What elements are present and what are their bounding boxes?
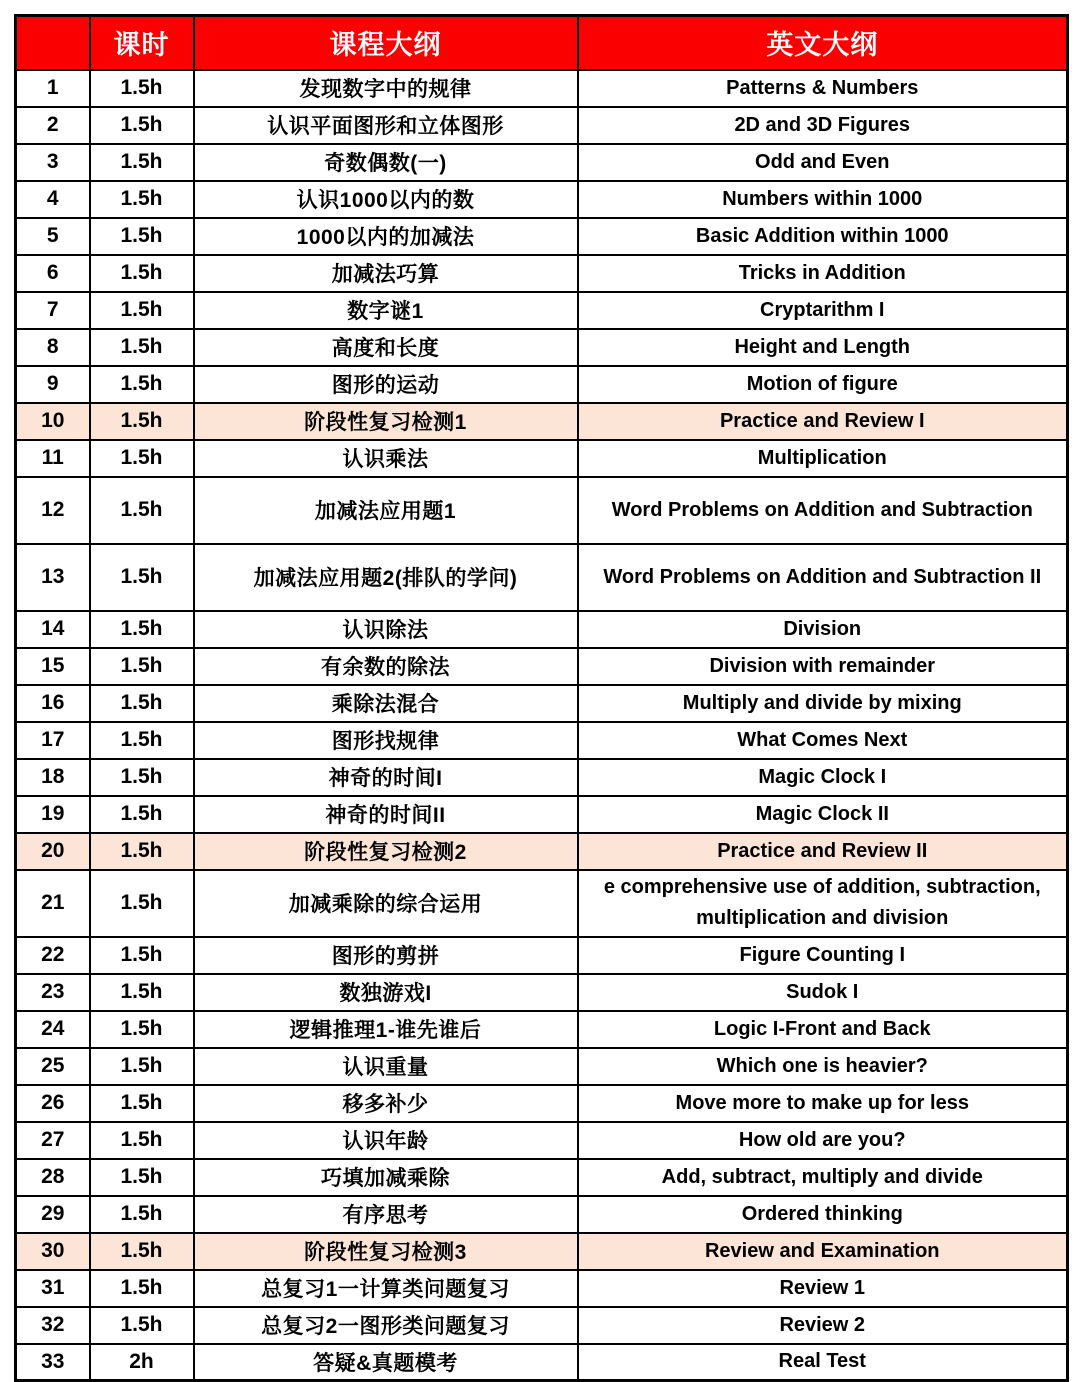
lesson-number-cell: 13 [16,544,90,611]
lesson-hours-cell: 1.5h [90,70,194,107]
lesson-en-title-cell: Cryptarithm I [578,292,1068,329]
lesson-hours-cell: 1.5h [90,759,194,796]
table-row [16,144,1068,181]
table-row [16,544,1068,611]
lesson-cn-title-cell: 加减乘除的综合运用 [194,870,578,937]
lesson-number-cell: 16 [16,685,90,722]
lesson-en-title-cell: Figure Counting I [578,937,1068,974]
lesson-hours-cell: 1.5h [90,403,194,440]
lesson-hours-cell: 1.5h [90,107,194,144]
lesson-number-cell: 24 [16,1011,90,1048]
lesson-hours-cell: 1.5h [90,144,194,181]
lesson-number-cell: 17 [16,722,90,759]
table-row [16,1307,1068,1344]
table-row [16,107,1068,144]
lesson-number-cell: 23 [16,974,90,1011]
lesson-cn-title-cell: 神奇的时间II [194,796,578,833]
table-row [16,1122,1068,1159]
table-row [16,759,1068,796]
lesson-hours-cell: 1.5h [90,1085,194,1122]
lesson-en-title-cell: Numbers within 1000 [578,181,1068,218]
lesson-cn-title-cell: 图形的剪拼 [194,937,578,974]
lesson-hours-cell: 1.5h [90,477,194,544]
lesson-number-cell: 32 [16,1307,90,1344]
lesson-cn-title-cell: 逻辑推理1-谁先谁后 [194,1011,578,1048]
lesson-en-title-cell: Practice and Review II [578,833,1068,870]
header-cell-cn-outline: 课程大纲 [194,16,578,70]
lesson-en-title-cell: Tricks in Addition [578,255,1068,292]
lesson-cn-title-cell: 答疑&真题模考 [194,1344,578,1381]
lesson-number-cell: 6 [16,255,90,292]
table-row [16,722,1068,759]
lesson-hours-cell: 1.5h [90,1233,194,1270]
lesson-cn-title-cell: 乘除法混合 [194,685,578,722]
lesson-number-cell: 30 [16,1233,90,1270]
lesson-cn-title-cell: 阶段性复习检测2 [194,833,578,870]
lesson-hours-cell: 1.5h [90,181,194,218]
lesson-cn-title-cell: 巧填加减乘除 [194,1159,578,1196]
lesson-cn-title-cell: 认识平面图形和立体图形 [194,107,578,144]
lesson-en-title-cell: What Comes Next [578,722,1068,759]
lesson-en-title-cell: Word Problems on Addition and Subtraction [578,477,1068,544]
lesson-hours-cell: 1.5h [90,1122,194,1159]
lesson-number-cell: 26 [16,1085,90,1122]
lesson-number-cell: 3 [16,144,90,181]
lesson-hours-cell: 1.5h [90,255,194,292]
table-row [16,648,1068,685]
table-row [16,292,1068,329]
lesson-cn-title-cell: 认识乘法 [194,440,578,477]
lesson-number-cell: 27 [16,1122,90,1159]
table-row [16,870,1068,937]
lesson-en-title-cell: How old are you? [578,1122,1068,1159]
lesson-number-cell: 2 [16,107,90,144]
lesson-cn-title-cell: 1000以内的加减法 [194,218,578,255]
header-cell-en-outline: 英文大纲 [578,16,1068,70]
lesson-en-title-cell: Word Problems on Addition and Subtraction II [578,544,1068,611]
lesson-number-cell: 21 [16,870,90,937]
lesson-hours-cell: 1.5h [90,1048,194,1085]
lesson-cn-title-cell: 认识重量 [194,1048,578,1085]
lesson-en-title-cell: Sudok I [578,974,1068,1011]
lesson-hours-cell: 1.5h [90,218,194,255]
table-row [16,366,1068,403]
table-row [16,1233,1068,1270]
lesson-hours-cell: 1.5h [90,796,194,833]
lesson-en-title-cell: Magic Clock I [578,759,1068,796]
lesson-number-cell: 14 [16,611,90,648]
lesson-number-cell: 9 [16,366,90,403]
lesson-en-title-cell: Review 1 [578,1270,1068,1307]
table-row [16,1270,1068,1307]
lesson-en-title-cell: Review and Examination [578,1233,1068,1270]
table-body [16,70,1068,1381]
lesson-cn-title-cell: 加减法应用题2(排队的学问) [194,544,578,611]
lesson-cn-title-cell: 有序思考 [194,1196,578,1233]
table-row [16,218,1068,255]
lesson-number-cell: 20 [16,833,90,870]
lesson-hours-cell: 1.5h [90,1307,194,1344]
table-row [16,329,1068,366]
table-row [16,1048,1068,1085]
lesson-cn-title-cell: 奇数偶数(一) [194,144,578,181]
lesson-hours-cell: 1.5h [90,544,194,611]
lesson-hours-cell: 1.5h [90,722,194,759]
lesson-cn-title-cell: 阶段性复习检测3 [194,1233,578,1270]
lesson-cn-title-cell: 有余数的除法 [194,648,578,685]
lesson-hours-cell: 1.5h [90,611,194,648]
lesson-en-title-cell: Review 2 [578,1307,1068,1344]
table-row [16,1159,1068,1196]
lesson-hours-cell: 1.5h [90,833,194,870]
lesson-cn-title-cell: 认识除法 [194,611,578,648]
table-row [16,255,1068,292]
lesson-hours-cell: 1.5h [90,1270,194,1307]
table-row [16,70,1068,107]
lesson-number-cell: 31 [16,1270,90,1307]
lesson-number-cell: 4 [16,181,90,218]
lesson-hours-cell: 1.5h [90,870,194,937]
lesson-en-title-cell: Logic I-Front and Back [578,1011,1068,1048]
lesson-cn-title-cell: 图形找规律 [194,722,578,759]
table-row [16,937,1068,974]
lesson-cn-title-cell: 数字谜1 [194,292,578,329]
table-row [16,1196,1068,1233]
table-row [16,181,1068,218]
lesson-cn-title-cell: 认识1000以内的数 [194,181,578,218]
table-row [16,796,1068,833]
lesson-en-title-cell: Add, subtract, multiply and divide [578,1159,1068,1196]
lesson-hours-cell: 1.5h [90,974,194,1011]
table-row [16,440,1068,477]
lesson-number-cell: 7 [16,292,90,329]
lesson-number-cell: 8 [16,329,90,366]
lesson-en-title-cell: Division [578,611,1068,648]
table-row [16,685,1068,722]
course-syllabus-table [14,14,1069,1382]
lesson-en-title-cell: Move more to make up for less [578,1085,1068,1122]
lesson-cn-title-cell: 阶段性复习检测1 [194,403,578,440]
table-row [16,1011,1068,1048]
lesson-cn-title-cell: 加减法应用题1 [194,477,578,544]
table-row [16,833,1068,870]
lesson-en-title-cell: Magic Clock II [578,796,1068,833]
lesson-en-title-cell: Division with remainder [578,648,1068,685]
lesson-number-cell: 10 [16,403,90,440]
table-row [16,1085,1068,1122]
lesson-cn-title-cell: 总复习2一图形类问题复习 [194,1307,578,1344]
lesson-hours-cell: 1.5h [90,685,194,722]
lesson-en-title-cell: e comprehensive use of addition, subtraction, multiplication and division [578,870,1068,937]
lesson-hours-cell: 1.5h [90,937,194,974]
lesson-hours-cell: 1.5h [90,329,194,366]
table-row [16,611,1068,648]
lesson-en-title-cell: Basic Addition within 1000 [578,218,1068,255]
lesson-en-title-cell: Which one is heavier? [578,1048,1068,1085]
table-row [16,1344,1068,1381]
lesson-en-title-cell: Odd and Even [578,144,1068,181]
lesson-cn-title-cell: 加减法巧算 [194,255,578,292]
lesson-cn-title-cell: 移多补少 [194,1085,578,1122]
lesson-number-cell: 1 [16,70,90,107]
lesson-en-title-cell: Multiply and divide by mixing [578,685,1068,722]
lesson-number-cell: 29 [16,1196,90,1233]
lesson-en-title-cell: Real Test [578,1344,1068,1381]
lesson-hours-cell: 1.5h [90,440,194,477]
header-cell-empty [16,16,90,70]
lesson-cn-title-cell: 高度和长度 [194,329,578,366]
lesson-en-title-cell: Ordered thinking [578,1196,1068,1233]
lesson-hours-cell: 1.5h [90,1011,194,1048]
lesson-number-cell: 11 [16,440,90,477]
lesson-number-cell: 28 [16,1159,90,1196]
lesson-cn-title-cell: 数独游戏I [194,974,578,1011]
lesson-hours-cell: 1.5h [90,648,194,685]
lesson-en-title-cell: Multiplication [578,440,1068,477]
lesson-en-title-cell: Patterns & Numbers [578,70,1068,107]
lesson-en-title-cell: Motion of figure [578,366,1068,403]
lesson-hours-cell: 1.5h [90,366,194,403]
lesson-number-cell: 33 [16,1344,90,1381]
lesson-number-cell: 5 [16,218,90,255]
lesson-hours-cell: 2h [90,1344,194,1381]
lesson-hours-cell: 1.5h [90,1159,194,1196]
lesson-number-cell: 22 [16,937,90,974]
lesson-number-cell: 25 [16,1048,90,1085]
header-cell-hours: 课时 [90,16,194,70]
lesson-hours-cell: 1.5h [90,1196,194,1233]
header-row [16,16,1068,70]
lesson-number-cell: 12 [16,477,90,544]
lesson-number-cell: 19 [16,796,90,833]
table-row [16,403,1068,440]
lesson-cn-title-cell: 神奇的时间I [194,759,578,796]
lesson-en-title-cell: 2D and 3D Figures [578,107,1068,144]
lesson-cn-title-cell: 图形的运动 [194,366,578,403]
lesson-number-cell: 18 [16,759,90,796]
lesson-hours-cell: 1.5h [90,292,194,329]
table-header [16,16,1068,70]
table-row [16,477,1068,544]
lesson-cn-title-cell: 总复习1一计算类问题复习 [194,1270,578,1307]
lesson-cn-title-cell: 发现数字中的规律 [194,70,578,107]
lesson-en-title-cell: Practice and Review I [578,403,1068,440]
lesson-number-cell: 15 [16,648,90,685]
lesson-cn-title-cell: 认识年龄 [194,1122,578,1159]
lesson-en-title-cell: Height and Length [578,329,1068,366]
table-row [16,974,1068,1011]
